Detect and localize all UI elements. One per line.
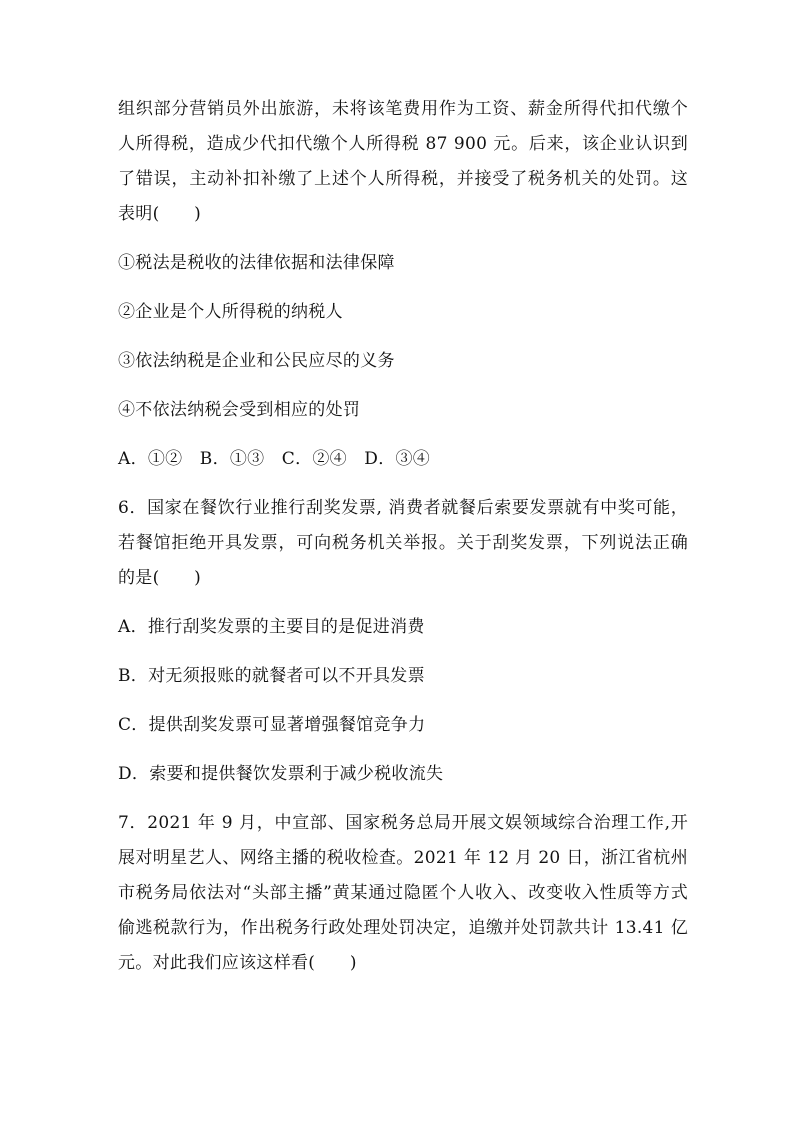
question-6-option-b: B．对无须报账的就餐者可以不开具发票 bbox=[118, 666, 425, 686]
question-5-options: A．①② B．①③ C．②④ D．③④ bbox=[118, 449, 431, 469]
document-page bbox=[118, 92, 688, 995]
question-6-option-d: D．索要和提供餐饮发票利于减少税收流失 bbox=[118, 764, 444, 784]
question-6-option-c: C．提供刮奖发票可显著增强餐馆竞争力 bbox=[118, 715, 426, 735]
statement-2: ②企业是个人所得税的纳税人 bbox=[118, 302, 343, 322]
question-7-stem: 7．2021 年 9 月，中宣部、国家税务总局开展文娱领域综合治理工作,开展对明星艺人、网络主播的税收检查。2021 年 12 月 20 日，浙江省杭州市税务局依法对“头部主播”黄某通过隐匿个人收入、改变收入性质等方式偷逃税款行为，作出税务行政处理处罚决定，追缴并处罚款共计 13.41 亿元。对此我们应该这样看( ) bbox=[118, 813, 688, 973]
statement-3: ③依法纳税是企业和公民应尽的义务 bbox=[118, 351, 395, 371]
question-5-stem-continued: 组织部分营销员外出旅游，未将该笔费用作为工资、薪金所得代扣代缴个人所得税，造成少代扣代缴个人所得税 87 900 元。后来，该企业认识到了错误，主动补扣补缴了上述个人所得税，并接受了税务机关的处罚。这表明( ) bbox=[118, 99, 688, 224]
statement-1: ①税法是税收的法律依据和法律保障 bbox=[118, 253, 395, 273]
question-6-stem: 6．国家在餐饮行业推行刮奖发票, 消费者就餐后索要发票就有中奖可能，若餐馆拒绝开具发票，可向税务机关举报。关于刮奖发票，下列说法正确的是( ) bbox=[118, 498, 688, 588]
question-6-option-a: A．推行刮奖发票的主要目的是促进消费 bbox=[118, 617, 425, 637]
statement-4: ④不依法纳税会受到相应的处罚 bbox=[118, 400, 361, 420]
